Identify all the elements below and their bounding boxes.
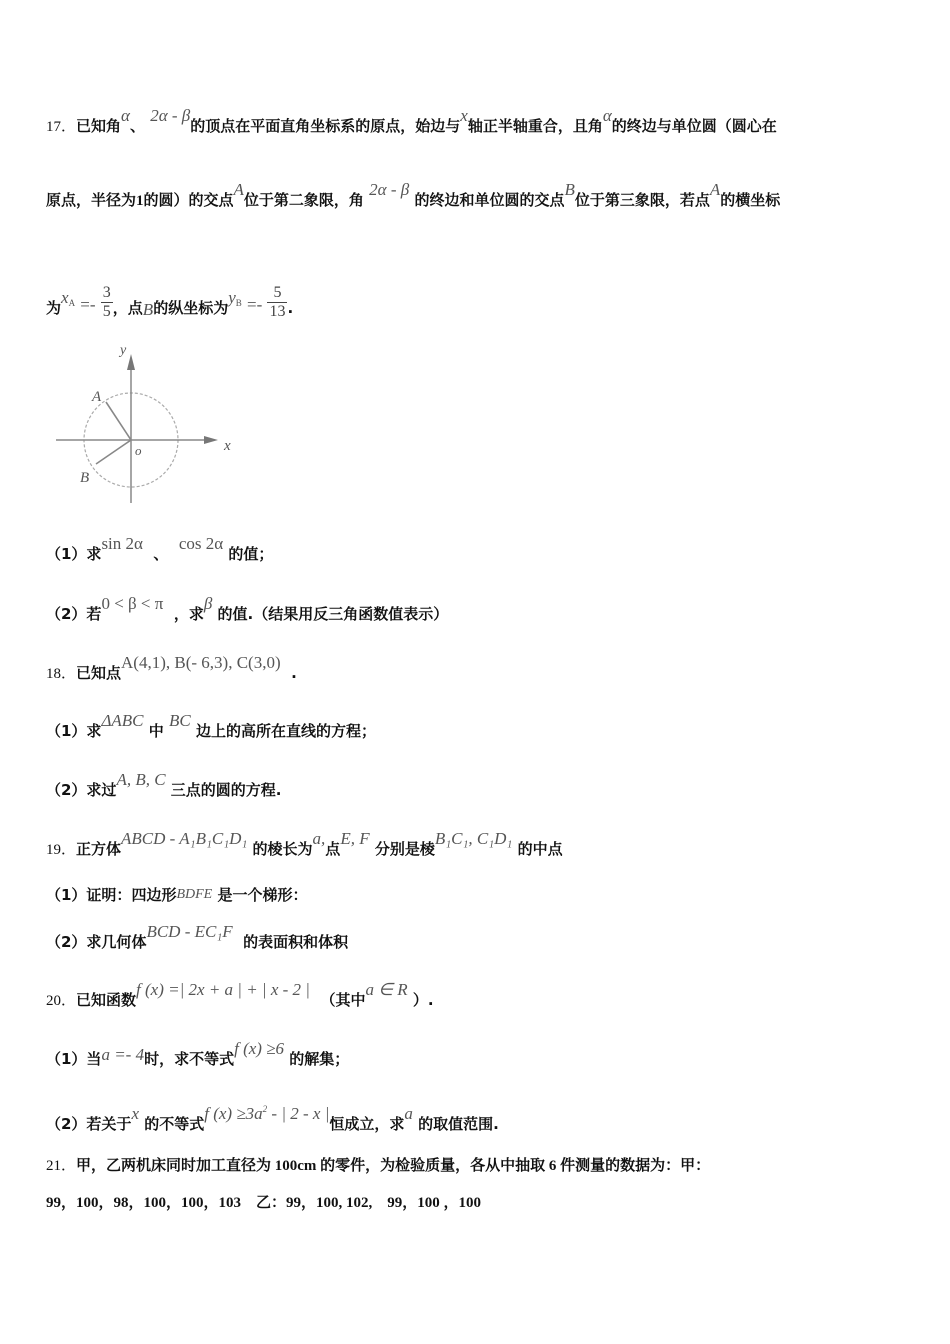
math-2alpha-minus-beta: 2α - β [150,106,191,125]
q17-line1: 17．已知角α、 2α - β的顶点在平面直角坐标系的原点，始边与x轴正半轴重合，且角α的终边与单位圆（圆心在 [46,106,777,135]
math-inequality: f (x) ≥6 [234,1039,285,1058]
math-point-a: A [709,180,721,199]
y-axis-arrow-icon [127,354,135,370]
q18-part2: （2）求过A, B, C 三点的圆的方程. [46,770,282,799]
math-function-f: f (x) =| 2x + a | + | x - 2 | [136,980,310,999]
q18-part1: （1）求ΔABC 中 BC 边上的高所在直线的方程； [46,711,376,740]
question-number: 21． [46,1158,77,1174]
question-number: 17． [46,119,77,135]
label-origin: o [135,443,142,458]
label-point-b: B [80,470,90,486]
math-sin-2alpha: sin 2α [101,534,143,553]
math-bc: BC [169,711,191,730]
q18-stem: 18．已知点A(4,1), B(- 6,3), C(3,0) . [46,653,297,682]
math-bdfe: BDFE [176,887,213,902]
math-points-abc: A(4,1), B(- 6,3), C(3,0) [121,653,281,672]
math-solid: BCD - EC₁F [146,922,233,941]
label-x: x [224,438,231,454]
math-point-a: A [233,180,244,199]
q21-text: 甲，乙两机床同时加工直径为 100cm 的零件，为检验质量，各从中抽取 6 件测量的数据为：甲： [76,1158,711,1174]
math-a: a, [312,829,326,848]
math-triangle-abc: ΔABC [101,711,144,730]
q20-part1: （1）当a =- 4时，求不等式f (x) ≥6 的解集； [46,1039,350,1068]
math-edges: B₁C₁, C₁D₁ [434,829,513,848]
math-a-equals: a =- 4 [101,1045,145,1064]
math-a-b-c: A, B, C [116,770,166,789]
math-point-b: B [142,300,154,319]
terminal-side-a [106,402,131,440]
terminal-side-b [96,440,131,464]
q17-part2: （2）若0 < β < π ，求β 的值.（结果用反三角函数值表示） [46,594,449,623]
math-beta-range: 0 < β < π [101,594,164,613]
math-cos-2alpha: cos 2α [178,534,224,553]
math-alpha: α [602,106,612,125]
q17-part1: （1）求sin 2α 、 cos 2α 的值； [46,534,274,563]
fraction-5-13: $\frac{5}{13}$ [269,284,286,320]
q19-part2: （2）求几何体BCD - EC₁F 的表面积和体积 [46,922,349,951]
fraction-3-5: $\frac{3}{5}$ [102,284,111,320]
question-number: 20． [46,993,77,1009]
math-yb: $y_B$ [228,288,242,308]
q21-line2 [46,1193,481,1213]
question-number: 19． [46,842,77,858]
q17-line2: 原点，半径为1的圆）的交点A位于第二象限，角 2α - β 的终边和单位圆的交点B位于第三象限，若点A的横坐标 [46,180,781,209]
label-y: y [120,343,127,358]
math-cube: ABCD - A₁B₁C₁D₁ [121,829,248,848]
math-a: a [404,1104,413,1123]
question-number: 18． [46,666,77,682]
q19-stem: 19．正方体ABCD - A₁B₁C₁D₁ 的棱长为a,点E, F 分别是棱B₁C₁, C₁D₁ 的中点 [46,829,563,858]
q17-line3: 为$x_A$ =- $\frac{3}{5}$ ，点B的纵坐标为$y_B$ =- $\frac{5}{13}$ . [46,284,294,320]
math-2alpha-minus-beta: 2α - β [369,180,410,199]
math-a-in-r: a ∈ R [365,980,408,999]
math-e-f: E, F [340,829,370,848]
math-beta: β [203,594,213,613]
math-alpha: α [121,106,130,125]
q21-data: 99，100，98，100，100，103 乙：99，100, 102, 99，100 ，100 [46,1195,482,1211]
q19-part1: （1）证明：四边形BDFE 是一个梯形： [46,886,308,904]
math-xa: $x_A$ [61,288,76,308]
label-point-a: A [92,389,102,405]
q20-stem: 20．已知函数f (x) =| 2x + a | + | x - 2 | （其中a ∈ R ）. [46,980,434,1009]
unit-circle-diagram [52,338,242,510]
q20-part2: （2）若关于x 的不等式f $(x) \ge 3a^2$ - | 2 - x |恒成立，求a 的取值范围. [46,1104,499,1133]
math-x: x [131,1104,139,1123]
math-inequality-2: f $(x) \ge 3a^2$ - | 2 - x | [204,1104,330,1123]
math-point-b: B [564,180,575,199]
q21-line1 [46,1156,710,1176]
math-x: x [460,106,468,125]
x-axis-arrow-icon [204,436,218,444]
